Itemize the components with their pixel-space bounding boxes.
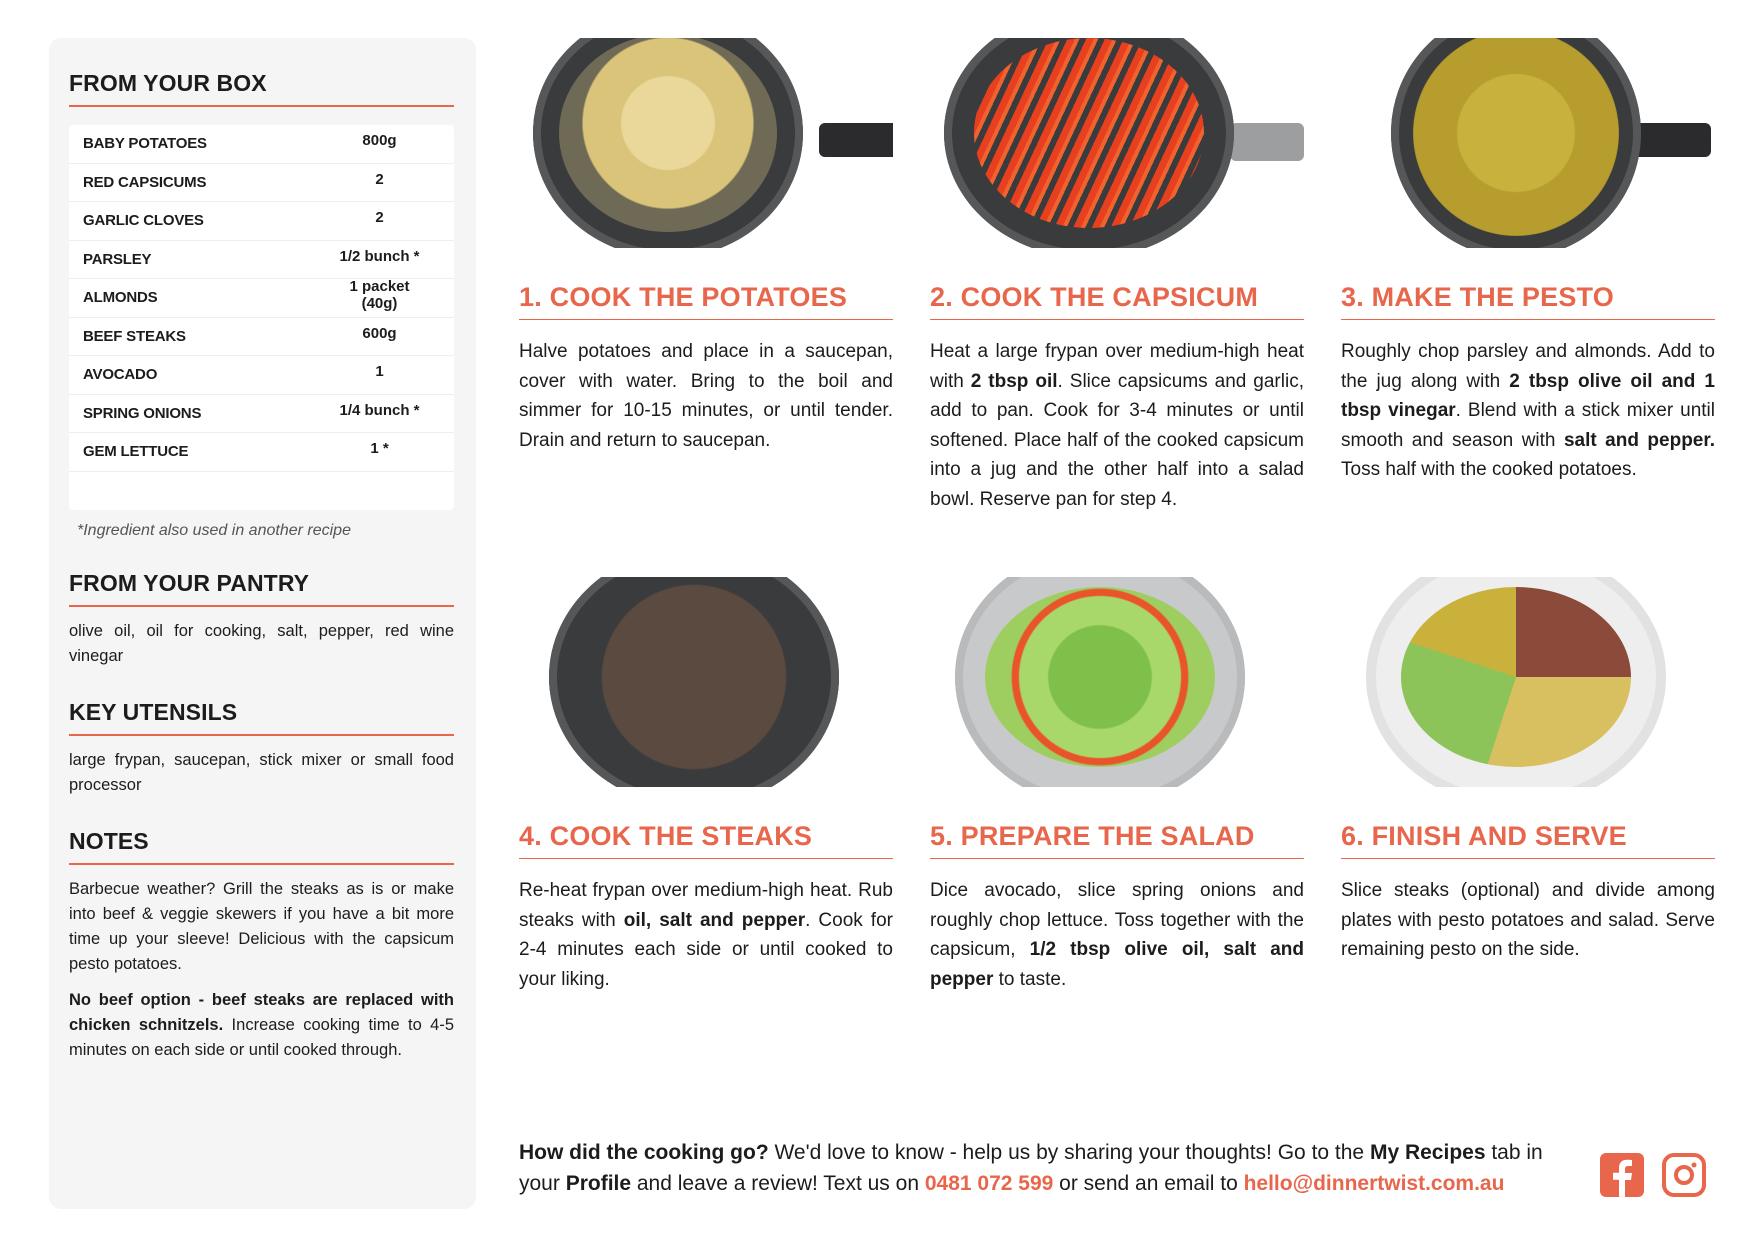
ingredient-footnote: *Ingredient also used in another recipe — [77, 521, 351, 539]
ingredient-name: ALMONDS — [83, 289, 158, 307]
no-beef-option-bold: No beef option - beef steaks are replaced with chicken schnitzels. — [69, 990, 454, 1034]
ingredient-quantity: 800g — [362, 132, 397, 150]
ingredient-row — [69, 279, 454, 318]
ingredients-sidebar — [49, 38, 476, 1209]
ingredient-row — [69, 395, 454, 434]
ingredient-name: GEM LETTUCE — [83, 443, 189, 461]
step-text-segment: Halve potatoes and place in a saucepan, cover with water. Bring to the boil and simmer for 10-15 minutes, or until tender. Drain and return to saucepan. — [519, 341, 893, 451]
step-title: 2. COOK THE CAPSICUM — [930, 282, 1304, 320]
my-recipes-link[interactable]: My Recipes — [1369, 1141, 1486, 1164]
notes-paragraph-no-beef — [69, 988, 454, 1063]
plated-dish-image — [1366, 577, 1666, 787]
notes-section — [69, 828, 454, 1063]
ingredient-list — [69, 125, 454, 510]
step-title: 4. COOK THE STEAKS — [519, 821, 893, 859]
ingredient-quantity: 2 — [375, 170, 384, 188]
step-text-segment: Slice steaks (optional) and divide among plates with pesto potatoes and salad. Serve remaining pesto on the side. — [1341, 880, 1715, 960]
ingredient-quantity: 1 — [375, 363, 384, 381]
step-text-bold: salt and pepper. — [1563, 429, 1715, 451]
step-text-segment: Roughly chop parsley and almonds. Add to the jug along with — [1341, 341, 1715, 392]
pesto-potatoes-image — [1391, 38, 1641, 248]
step-2 — [930, 38, 1304, 514]
step-3-photo — [1341, 38, 1715, 248]
step-text — [930, 337, 1304, 514]
step-text-bold: 2 tbsp oil — [970, 370, 1058, 392]
ingredient-row — [69, 125, 454, 164]
ingredient-row — [69, 318, 454, 357]
step-text-segment: to taste. — [993, 968, 1067, 990]
ingredient-name: GARLIC CLOVES — [83, 212, 204, 230]
ingredient-name: RED CAPSICUMS — [83, 173, 207, 191]
pan-handle — [1230, 123, 1304, 161]
step-text — [519, 337, 893, 455]
step-3 — [1341, 38, 1715, 485]
step-text-bold: 1/2 tbsp olive oil, salt and pepper — [930, 939, 1305, 990]
step-text-segment: . Slice capsicums and garlic, add to pan. Cook for 3-4 minutes or until softened. Place half of the cooked capsicum into a jug and the other half into a salad bowl. Reserve pan for step 4. — [930, 370, 1304, 510]
step-5 — [930, 577, 1304, 994]
step-text-bold: oil, salt and pepper — [623, 909, 806, 931]
pantry-section — [69, 570, 454, 669]
social-links — [1600, 1153, 1706, 1197]
footer-text: tab in your — [519, 1141, 1543, 1195]
step-1 — [519, 38, 893, 455]
ingredient-name: SPRING ONIONS — [83, 404, 202, 422]
phone-link[interactable]: 0481 072 599 — [924, 1172, 1054, 1195]
ingredient-name: BABY POTATOES — [83, 135, 207, 153]
step-2-photo — [930, 38, 1304, 248]
ingredient-name: BEEF STEAKS — [83, 327, 186, 345]
step-title: 1. COOK THE POTATOES — [519, 282, 893, 320]
step-4-photo — [519, 577, 893, 787]
step-text-segment: Re-heat frypan over medium-high heat. Rub steaks with — [519, 880, 893, 931]
profile-link[interactable]: Profile — [565, 1172, 632, 1195]
step-title: 3. MAKE THE PESTO — [1341, 282, 1715, 320]
frypan-image — [944, 38, 1234, 248]
ingredient-row — [69, 202, 454, 241]
from-your-box-heading: FROM YOUR BOX — [69, 70, 454, 107]
pan-handle — [819, 123, 893, 157]
ingredient-quantity: 1 * — [370, 440, 389, 458]
ingredient-quantity: 1 packet (40g) — [349, 277, 410, 312]
step-title: 6. FINISH AND SERVE — [1341, 821, 1715, 859]
step-text — [1341, 876, 1715, 965]
ingredient-row — [69, 433, 454, 472]
utensils-text: large frypan, saucepan, stick mixer or small food processor — [69, 750, 454, 794]
step-text-segment: Toss half with the cooked potatoes. — [1341, 459, 1637, 480]
ingredient-row — [69, 241, 454, 280]
step-text — [1341, 337, 1715, 485]
from-your-pantry-heading: FROM YOUR PANTRY — [69, 570, 454, 607]
notes-paragraph: Barbecue weather? Grill the steaks as is or make into beef & veggie skewers if you have a bit more time up your sleeve! Delicious with the capsicum pesto potatoes. — [69, 879, 454, 973]
salad-bowl-image — [955, 577, 1245, 787]
ingredient-quantity: 1/4 bunch * — [339, 401, 420, 419]
key-utensils-heading: KEY UTENSILS — [69, 699, 454, 736]
instagram-icon[interactable] — [1662, 1153, 1706, 1197]
notes-text — [69, 877, 454, 1063]
feedback-question: How did the cooking go? — [519, 1141, 769, 1164]
no-beef-option-text: Increase cooking time to 4-5 minutes on each side or until cooked through. — [69, 1015, 454, 1059]
step-1-photo — [519, 38, 893, 248]
ingredient-quantity: 600g — [362, 324, 397, 342]
footer-text: or send an email to — [1053, 1172, 1244, 1195]
step-4 — [519, 577, 893, 994]
saucepan-image — [533, 38, 803, 248]
step-6 — [1341, 577, 1715, 965]
step-6-photo — [1341, 577, 1715, 787]
step-text-bold: 2 tbsp olive oil and 1 tbsp vinegar — [1341, 370, 1715, 421]
ingredient-quantity: 2 — [375, 209, 384, 227]
step-text — [519, 876, 893, 994]
ingredient-quantity: 1/2 bunch * — [339, 247, 420, 265]
step-text — [930, 876, 1304, 994]
step-5-photo — [930, 577, 1304, 787]
notes-heading: NOTES — [69, 828, 454, 865]
ingredient-row — [69, 356, 454, 395]
ingredient-name: AVOCADO — [83, 366, 158, 384]
footer-text: We'd love to know - help us by sharing your thoughts! Go to the — [768, 1141, 1370, 1164]
facebook-icon[interactable] — [1600, 1153, 1644, 1197]
step-text-segment: . Blend with a stick mixer until smooth and season with — [1341, 400, 1715, 451]
footer-text: and leave a review! Text us on — [631, 1172, 925, 1195]
ingredient-row — [69, 164, 454, 203]
feedback-footer — [519, 1137, 1579, 1199]
ingredient-name: PARSLEY — [83, 250, 152, 268]
pantry-text: olive oil, oil for cooking, salt, pepper, red wine vinegar — [69, 621, 454, 665]
step-text-segment: Dice avocado, slice spring onions and roughly chop lettuce. Toss together with the capsicum, — [930, 880, 1304, 960]
email-link[interactable]: hello@dinnertwist.com.au — [1243, 1172, 1505, 1195]
step-title: 5. PREPARE THE SALAD — [930, 821, 1304, 859]
step-text-segment: . Cook for 2-4 minutes each side or until cooked to your liking. — [519, 909, 893, 990]
steaks-pan-image — [549, 577, 839, 787]
utensils-section — [69, 699, 454, 798]
step-text-segment: Heat a large frypan over medium-high heat with — [930, 341, 1304, 392]
